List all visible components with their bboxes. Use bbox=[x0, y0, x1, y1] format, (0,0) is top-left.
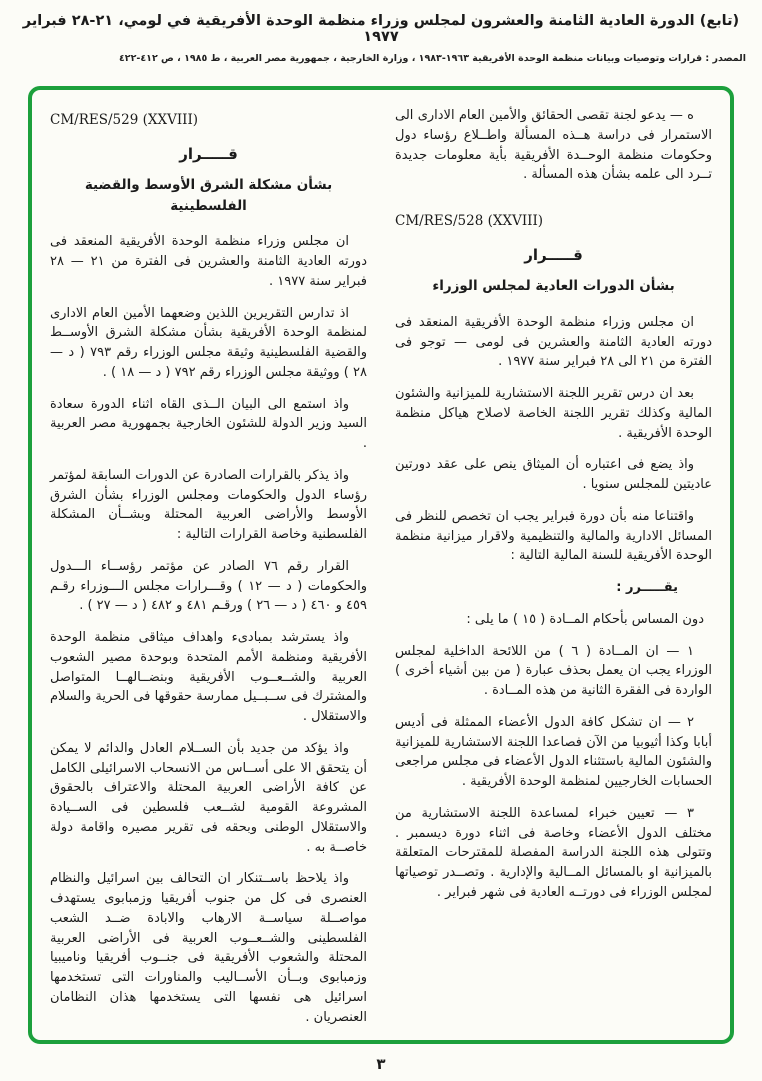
page-number: ٣ bbox=[376, 1055, 386, 1073]
paragraph: واقتناعا منه بأن دورة فبراير يجب ان تخصص للنظر فى المسائل الادارية والمالية والتنظيمية ولاقرار ميزانية منظمة الوحدة الأفريقية للسنة المالية التالية : bbox=[395, 508, 712, 564]
resolution-subtitle-529: بشأن مشكلة الشرق الأوسط والقضية الفلسطينية bbox=[84, 177, 333, 214]
numbered-item: ٣ — تعيين خبراء لمساعدة اللجنة الاستشارية من مختلف الدول الأعضاء وخاصة فى اثناء دورة ديسمبر . وتتولى هذه اللجنة الدراسة المفصلة للمقترحات المتعلقة بالميزانية او بالمسائل المــالية والإدارية . وتصــدر توصياتها لمجلس الوزراء فى دورتــه العادية فى شهر فبراير . bbox=[395, 805, 712, 900]
resolution-title-529: قـــــرار bbox=[179, 144, 238, 163]
paragraph: واذ يذكر بالقرارات الصادرة عن الدورات السابقة لمؤتمر رؤساء الدول والحكومات ومجلس الوزراء بشأن الشرق الأوسط والأراضى العربية المحتلة وبشــأن المشكلة الفلسطنية وخاصة القرارات التالية : bbox=[50, 467, 367, 543]
column-right bbox=[395, 106, 712, 1030]
paragraph: واذ استمع الى البيان الــذى القاه اثناء الدورة سعادة السيد وزير الدولة للشئون الخارجية بجمهورية مصر العربية . bbox=[50, 396, 367, 452]
numbered-item: ١ — ان المــادة ( ٦ ) من اللائحة الداخلية لمجلس الوزراء يجب ان يعمل بحذف عبارة ( من بين أشياء أخرى ) الواردة فى الفقرة الثانية من هذه المــادة . bbox=[395, 643, 712, 699]
paragraph: القرار رقم ٧٦ الصادر عن مؤتمر رؤســاء الـــدول والحكومات ( د — ١٢ ) وقـــرارات مجلس الـــوزراء رقـم ٤٥٩ و ٤٦٠ ( د — ٢٦ ) ورقـم ٤٨١ و ٤٨٢ ( د — ٢٧ ) . bbox=[50, 558, 367, 614]
decree-word: يقـــــرر : bbox=[616, 580, 678, 596]
decree-intro: دون المساس بأحكام المــادة ( ١٥ ) ما يلى : bbox=[466, 611, 704, 627]
column-left bbox=[50, 106, 367, 1030]
doc-ref-528: CM/RES/528 (XXVIII) bbox=[395, 213, 544, 229]
source-citation: المصدر : قرارات وتوصيات وبيانات منظمة الوحدة الأفريقية ١٩٦٣-١٩٨٣ ، وزارة الخارجية ، جمهورية مصر العربية ، ط ١٩٨٥ ، ص ٤١٢-٤٢٢ bbox=[118, 53, 746, 64]
doc-ref-529: CM/RES/529 (XXVIII) bbox=[50, 112, 199, 128]
paragraph: اذ تدارس التقريرين اللذين وضعهما الأمين العام الادارى لمنظمة الوحدة الأفريقية بشأن مشكلة الشرق الأوســط والقضية الفلسطينية وثيقة مجلس الوزراء رقم ٧٩٣ ( د — ٢٨ ) ووثيقة مجلس الوزراء رقم ٧٩٢ ( د — ١٨ ) . bbox=[50, 305, 367, 380]
content-frame bbox=[28, 86, 734, 1044]
paragraph: ان مجلس وزراء منظمة الوحدة الأفريقية المنعقد فى دورته العادية الثامنة والعشرين فى لومى — توجو فى الفترة من ٢١ الى ٢٨ فبراير سنة ١٩٧٧ . bbox=[395, 314, 712, 370]
paragraph: واذ يؤكد من جديد بأن الســلام العادل والدائم لا يمكن أن يتحقق الا على أســاس من الانسحاب الاسرائيلى الكامل عن كافة الأراضى العربية المحتلة والاعتراف بالحقوق المشروعة القومية لشــعب فلسطين فى الســيادة والاستقلال الوطنى وبحقه فى تقرير مصيره واقامة دولة خاصــة به . bbox=[50, 740, 367, 855]
paragraph: واذ يسترشد بمبادىء واهداف ميثاقى منظمة الوحدة الأفريقية ومنظمة الأمم المتحدة وبوحدة مصير الشعوب العربية والشــعــوب الأفريقية وبنضــالهــا المتواصل والمشترك فى ســبــيل ممارسة حقوقها فى الحرية والسلام والاستقلال . bbox=[50, 630, 367, 725]
resolution-subtitle-528: بشأن الدورات العادية لمجلس الوزراء bbox=[432, 278, 675, 295]
paragraph: بعد ان درس تقرير اللجنة الاستشارية للميزانية والشئون المالية وكذلك تقرير اللجنة الخاصة لاصلاح هياكل منظمة الوحدة الأفريقية . bbox=[395, 386, 712, 441]
session-title: (تابع) الدورة العادية الثامنة والعشرون لمجلس وزراء منظمة الوحدة الأفريقية في لومي، ٢١-٢٨ فبراير ١٩٧٧ bbox=[22, 13, 740, 45]
paragraph: ان مجلس وزراء منظمة الوحدة الأفريقية المنعقد فى دورته العادية الثامنة والعشرين فى الفترة من ٢١ — ٢٨ فبراير سنة ١٩٧٧ . bbox=[50, 234, 368, 289]
carryover-paragraph: ه — يدعو لجنة تقصى الحقائق والأمين العام الادارى الى الاستمرار فى دراسة هــذه المسألة واطــلاع رؤساء دول وحكومات منظمة الوحــدة الأفريقية بأية معلومات جديدة تــرد الى علمه بشأن هذه المسألة . bbox=[395, 108, 712, 183]
paragraph: واذ يلاحظ باســتنكار ان التحالف بين اسرائيل والنظام العنصرى فى كل من جنوب أفريقيا وزمبابوى يستهدف مواصــلة سياســة الارهاب والابادة ضــد الشعب الفلسطينى والشــعــوب العربية فى الأراضى العربية المحتلة والشعوب الأفريقية فى جنــوب أفريقيا وناميبيا وزمبابوى وبــأن الأســاليب والمناورات التى تستخدمها اسرائيل هى نفسها التى يستخدمها هذان النظامان العنصريان . bbox=[50, 871, 367, 1025]
paragraph: واذ يضع فى اعتباره أن الميثاق ينص على عقد دورتين عاديتين للمجلس سنويا . bbox=[395, 457, 712, 493]
page-footer bbox=[0, 1055, 762, 1073]
resolution-title-528: قـــــرار bbox=[524, 245, 583, 264]
page-header bbox=[0, 0, 762, 64]
numbered-item: ٢ — ان تشكل كافة الدول الأعضاء الممثلة فى أديس أبابا وكذا أثيوبيا من الآن فصاعدا اللجنة الاستشارية للميزانية والشئون المالية باستثناء الدول الأعضاء فى مجلس مراجعى الحسابات الخارجيين لمنظمة الوحدة الأفريقية . bbox=[395, 714, 712, 790]
